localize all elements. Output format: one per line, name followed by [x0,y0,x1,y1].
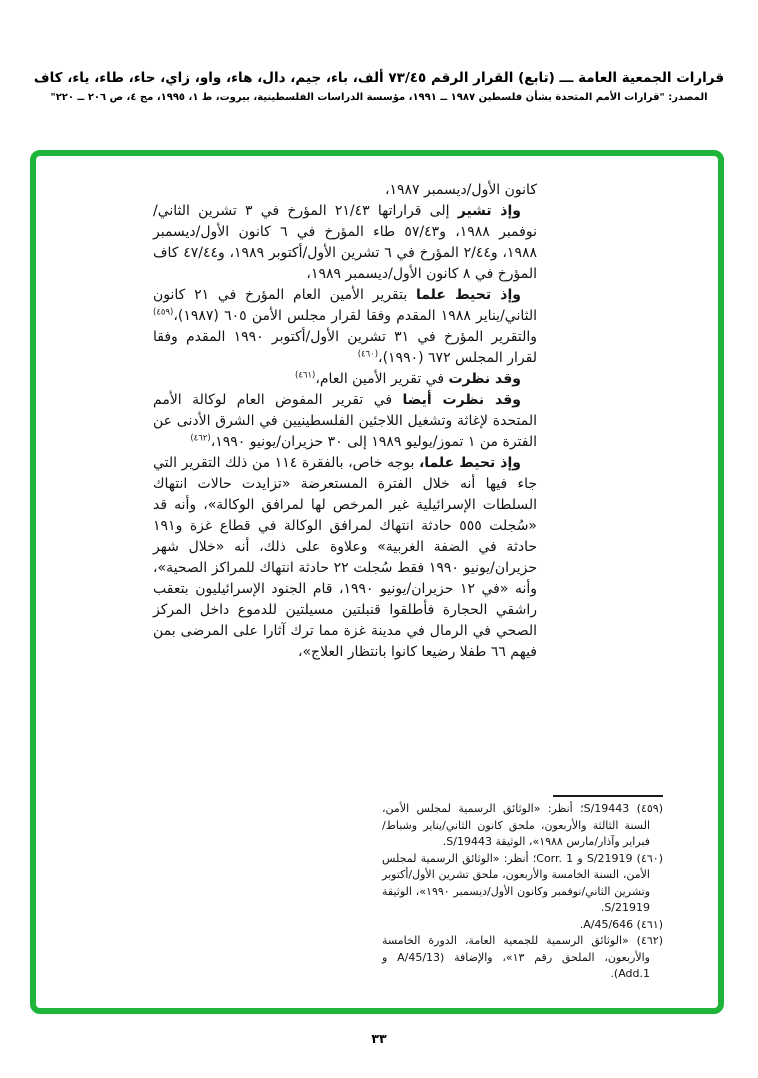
paragraph-text: بوجه خاص، بالفقرة ١١٤ من ذلك التقرير التي جاء فيها أنه خلال الفترة المستعرضة «تزايدت حالات انتهاك السلطات الإسرائيلية غير المرخص لها لمرافق الوكالة»، وأنه قد «سُجلت ٥٥٥ حادثة انتهاك لمرافق الوكالة في قطاع غزة و١٩١ حادثة في الضفة الغربية» وعلاوة على ذلك، أنه «خلال شهر حزيران/يونيو ١٩٩٠ فقط سُجلت ٢٢ حادثة انتهاك للمراكز الصحية»، وأنه «في ١٢ حزيران/يونيو ١٩٩٠، قام الجنود الإسرائيليون بتعقب راشقي الحجارة فأطلقوا قنبلتين مسيلتين للدموع داخل المركز الصحي في الرمال في مدينة غزة مما ترك آثارا على المرضى بمن فيهم ٦٦ طفلا رضيعا كانوا بانتظار العلاج»، [153,455,537,660]
footnote-text: S/19443؛ أنظر: «الوثائق الرسمية لمجلس الأمن، السنة الثالثة والأربعون، ملحق كانون الثاني/يناير وشباط/فبراير وآذار/مارس ١٩٨٨»، الوثيقة S/19443. [382,802,650,848]
footnote-number: (٤٦٢) [636,934,663,947]
page-number: ٣٣ [371,1031,387,1046]
footnote-ref-462: (٤٦٢) [190,433,211,444]
footnote-separator-rule [553,795,663,797]
paragraph-text: إلى قراراتها ٢١/٤٣ المؤرخ في ٣ تشرين الثاني/نوفمبر ١٩٨٨، و٥٧/٤٣ طاء المؤرخ في ٦ كانون الأول/ديسمبر ١٩٨٨، و٢/٤٤ المؤرخ في ٦ تشرين الأول/أكتوبر ١٩٨٩، و٤٧/٤٤ كاف المؤرخ في ٨ كانون الأول/ديسمبر ١٩٨٩، [153,203,537,282]
paragraph-lead: وإذ تشير [457,203,521,219]
footnote-text: «الوثائق الرسمية للجمعية العامة، الدورة الخامسة والأربعون، الملحق رقم ١٣»، والإضافة (A/45/13 و Add.1). [382,934,650,980]
footnote-text: A/45/646. [579,917,634,931]
paragraph-lead: وقد نظرت أيضا [402,392,522,408]
footnotes-block [382,801,663,983]
paragraph-lead: وإذ تحيط علما [415,287,521,303]
paragraph-text: والتقرير المؤرخ في ٣١ تشرين الأول/أكتوبر ١٩٩٠ المقدم وفقا لقرار المجلس ٦٧٢ (١٩٩٠)، [153,329,537,366]
footnote-number: (٤٦١) [636,917,663,931]
footnote-text: S/21919 و Corr. 1؛ أنظر: «الوثائق الرسمية لمجلس الأمن، السنة الخامسة والأربعون، ملحق تشرين الأول/أكتوبر وتشرين الثاني/نوفمبر وكانون الأول/ديسمبر ١٩٩٠»، الوثيقة S/21919. [382,851,651,914]
footnote-460 [382,851,663,917]
paragraph-text: بتقرير الأمين العام المؤرخ في ٢١ كانون الثاني/يناير ١٩٨٨ المقدم وفقا لقرار مجلس الأمن ٦٠٥ (١٩٨٧)، [153,287,537,324]
header-source-line: المصدر: "قرارات الأمم المتحدة بشأن فلسطين ١٩٨٧ ــ ١٩٩١، مؤسسة الدراسات الفلسطينية، بيروت، ط ١، ١٩٩٥، مج ٤، ص ٢٠٦ ــ ٢٢٠" [50,92,708,103]
paragraph-text: في تقرير الأمين العام، [315,371,449,387]
footnote-number: (٤٦٠) [636,851,663,865]
header-title: قرارات الجمعية العامة ـــ (تابع) القرار الرقم ٧٣/٤٥ ألف، باء، جيم، دال، هاء، واو، زاي، حاء، طاء، ياء، كاف [33,70,725,86]
page-header [0,70,758,103]
paragraph-text: في تقرير المفوض العام لوكالة الأمم المتحدة لإغاثة وتشغيل اللاجئين الفلسطينيين في الشرق الأدنى عن الفترة من ١ تموز/يوليو ١٩٨٩ إلى ٣٠ حزيران/يونيو ١٩٩٠، [153,392,537,450]
footnote-ref-460: (٤٦٠) [357,349,379,360]
resolution-body [153,180,537,663]
footnote-number: (٤٥٩) [636,802,663,815]
paragraph-having-considered [153,369,537,390]
paragraph-recalling [153,201,537,285]
paragraph-continuation [153,180,537,201]
footnote-ref-459: (٤٥٩) [153,307,174,318]
paragraph-taking-note-in-particular [153,453,537,663]
paragraph-lead: وإذ تحيط علما، [418,455,521,471]
footnote-ref-461: (٤٦١) [295,370,316,381]
footnote-459 [382,801,663,851]
paragraph-text: كانون الأول/ديسمبر ١٩٨٧، [384,182,537,198]
paragraph-lead: وقد نظرت [448,371,521,387]
paragraph-having-considered-also [153,390,537,453]
paragraph-taking-note [153,285,537,369]
footnote-461 [382,917,663,934]
footnote-462 [382,933,663,983]
